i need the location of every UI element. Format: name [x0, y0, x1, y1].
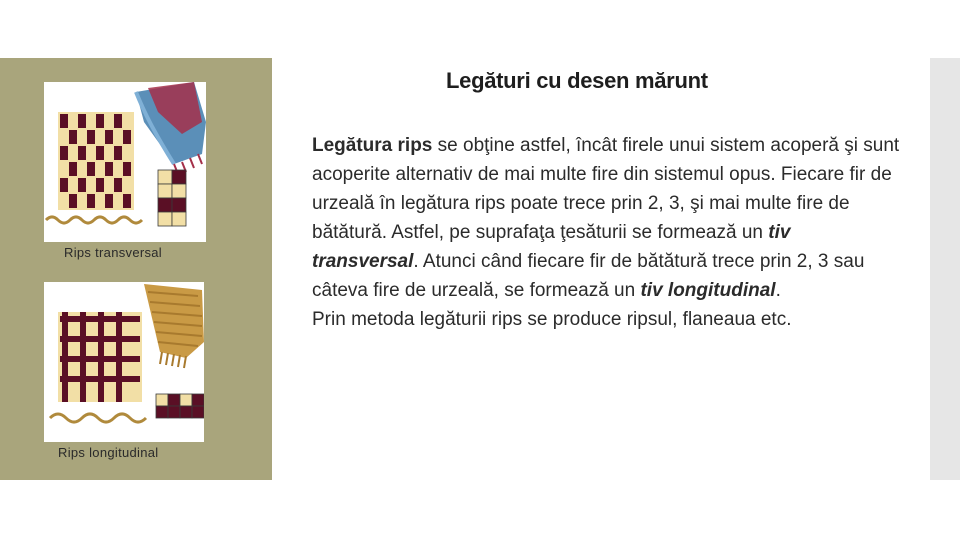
term-tiv-longitudinal: tiv longitudinal	[640, 280, 776, 301]
slide-title: Legături cu desen mărunt	[446, 68, 708, 93]
pattern-draft-transversal	[158, 170, 186, 226]
weave-grid-longitudinal	[58, 312, 142, 402]
body-paragraph-1	[312, 131, 902, 305]
body-text-segment: .	[775, 280, 781, 301]
pattern-draft-longitudinal	[156, 394, 204, 418]
caption-rips-longitudinal: Rips longitudinal	[58, 445, 159, 460]
body-text-segment: . Atunci când fiecare fir de bătătură trece prin 2, 3 sau câteva fire de urzeală, se formează un	[312, 251, 865, 301]
caption-rips-transversal: Rips transversal	[64, 245, 162, 260]
rips-transversal-illustration	[44, 82, 206, 242]
body-paragraph-2: Prin metoda legăturii rips se produce ripsul, flaneaua etc.	[312, 309, 792, 330]
weave-grid-transversal	[58, 112, 134, 210]
cross-section-longitudinal	[50, 414, 146, 422]
term-tiv-transversal: tiv transversal	[312, 222, 791, 272]
right-decorative-strip	[930, 58, 960, 480]
term-legatura-rips: Legătura rips	[312, 135, 433, 156]
fabric-sample-gold	[144, 284, 204, 368]
rips-transversal-figure	[44, 82, 206, 242]
body-text-segment: se obţine astfel, încât firele unui sistem acoperă şi sunt acoperite alternativ de mai multe fire din sistemul opus. Fiecare fir de urzeală în legătura rips poate trece prin 2, 3, şi mai multe fire de bătătură. Astfel, pe suprafaţa ţesăturii se formează un	[312, 135, 900, 243]
fabric-sample-blue	[136, 82, 206, 174]
cross-section-transversal	[46, 217, 142, 223]
rips-longitudinal-illustration	[44, 282, 204, 442]
rips-longitudinal-figure	[44, 282, 204, 442]
slide-body	[312, 131, 902, 334]
